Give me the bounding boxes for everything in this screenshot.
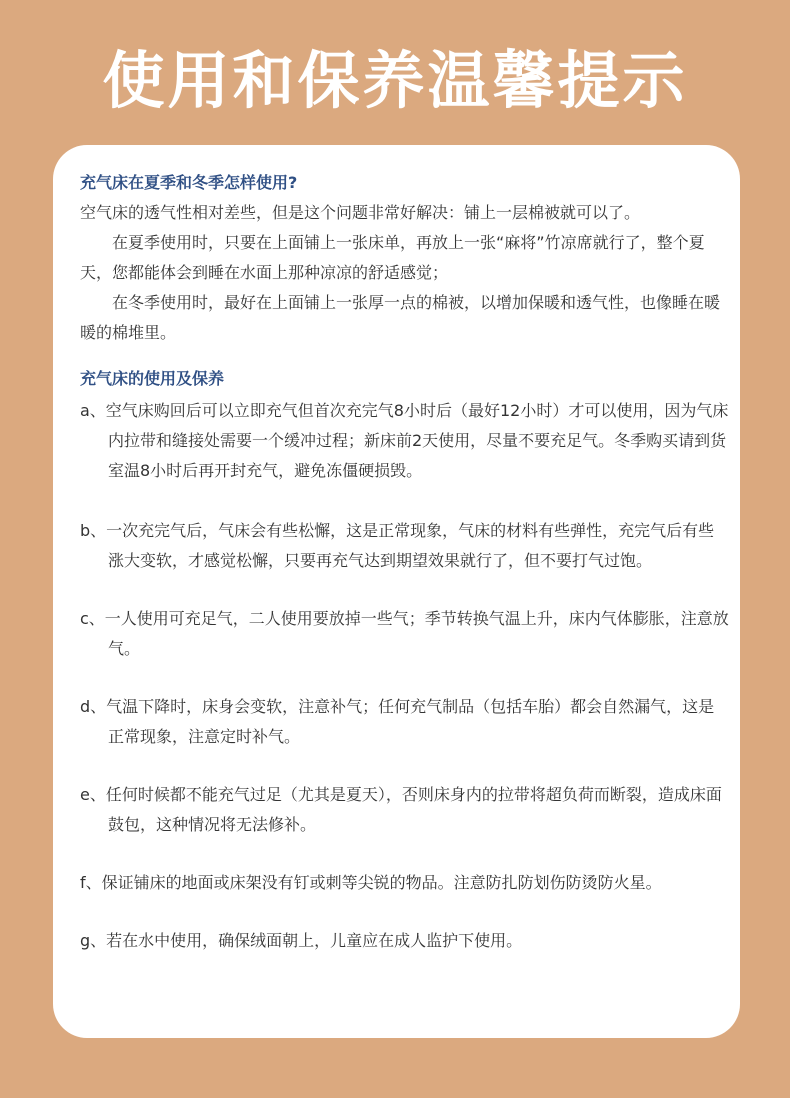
tips-content xyxy=(80,172,730,956)
section-heading-use-and-maintenance: 充气床的使用及保养 xyxy=(80,369,225,388)
tips-card xyxy=(53,145,740,1038)
tip-item-f: f、保证铺床的地面或床架没有钉或刺等尖锐的物品。注意防扎防划伤防烫防火星。 xyxy=(80,873,662,892)
paragraph-breathability: 空气床的透气性相对差些，但是这个问题非常好解决：铺上一层棉被就可以了。 xyxy=(80,203,641,222)
section-heading-seasonal-use: 充气床在夏季和冬季怎样使用? xyxy=(80,173,298,192)
paragraph-summer-use: 在夏季使用时，只要在上面铺上一张床单，再放上一张“麻将”竹凉席就行了，整个夏天，您都能体会到睡在水面上那种凉凉的舒适感觉； xyxy=(80,233,705,282)
tip-item-a: a、空气床购回后可以立即充气但首次充完气8小时后（最好12小时）才可以使用，因为气床内拉带和缝接处需要一个缓冲过程；新床前2天使用，尽量不要充足气。冬季购买请到货室温8小时后再开封充气，避免冻僵硬损毁。 xyxy=(80,401,729,480)
tip-item-e: e、任何时候都不能充气过足（尤其是夏天），否则床身内的拉带将超负荷而断裂，造成床面鼓包，这种情况将无法修补。 xyxy=(80,785,722,834)
paragraph-winter-use: 在冬季使用时，最好在上面铺上一张厚一点的棉被，以增加保暖和透气性，也像睡在暖暖的棉堆里。 xyxy=(80,293,721,342)
tip-item-c: c、一人使用可充足气，二人使用要放掉一些气；季节转换气温上升，床内气体膨胀，注意放气。 xyxy=(80,609,729,658)
tip-item-b: b、一次充完气后，气床会有些松懈，这是正常现象，气床的材料有些弹性，充完气后有些涨大变软，才感觉松懈，只要再充气达到期望效果就行了，但不要打气过饱。 xyxy=(80,521,715,570)
tip-item-g: g、若在水中使用，确保绒面朝上，儿童应在成人监护下使用。 xyxy=(80,931,523,950)
page-title: 使用和保养温馨提示 xyxy=(102,44,688,117)
tip-item-d: d、气温下降时，床身会变软，注意补气；任何充气制品（包括车胎）都会自然漏气，这是正常现象，注意定时补气。 xyxy=(80,697,715,746)
